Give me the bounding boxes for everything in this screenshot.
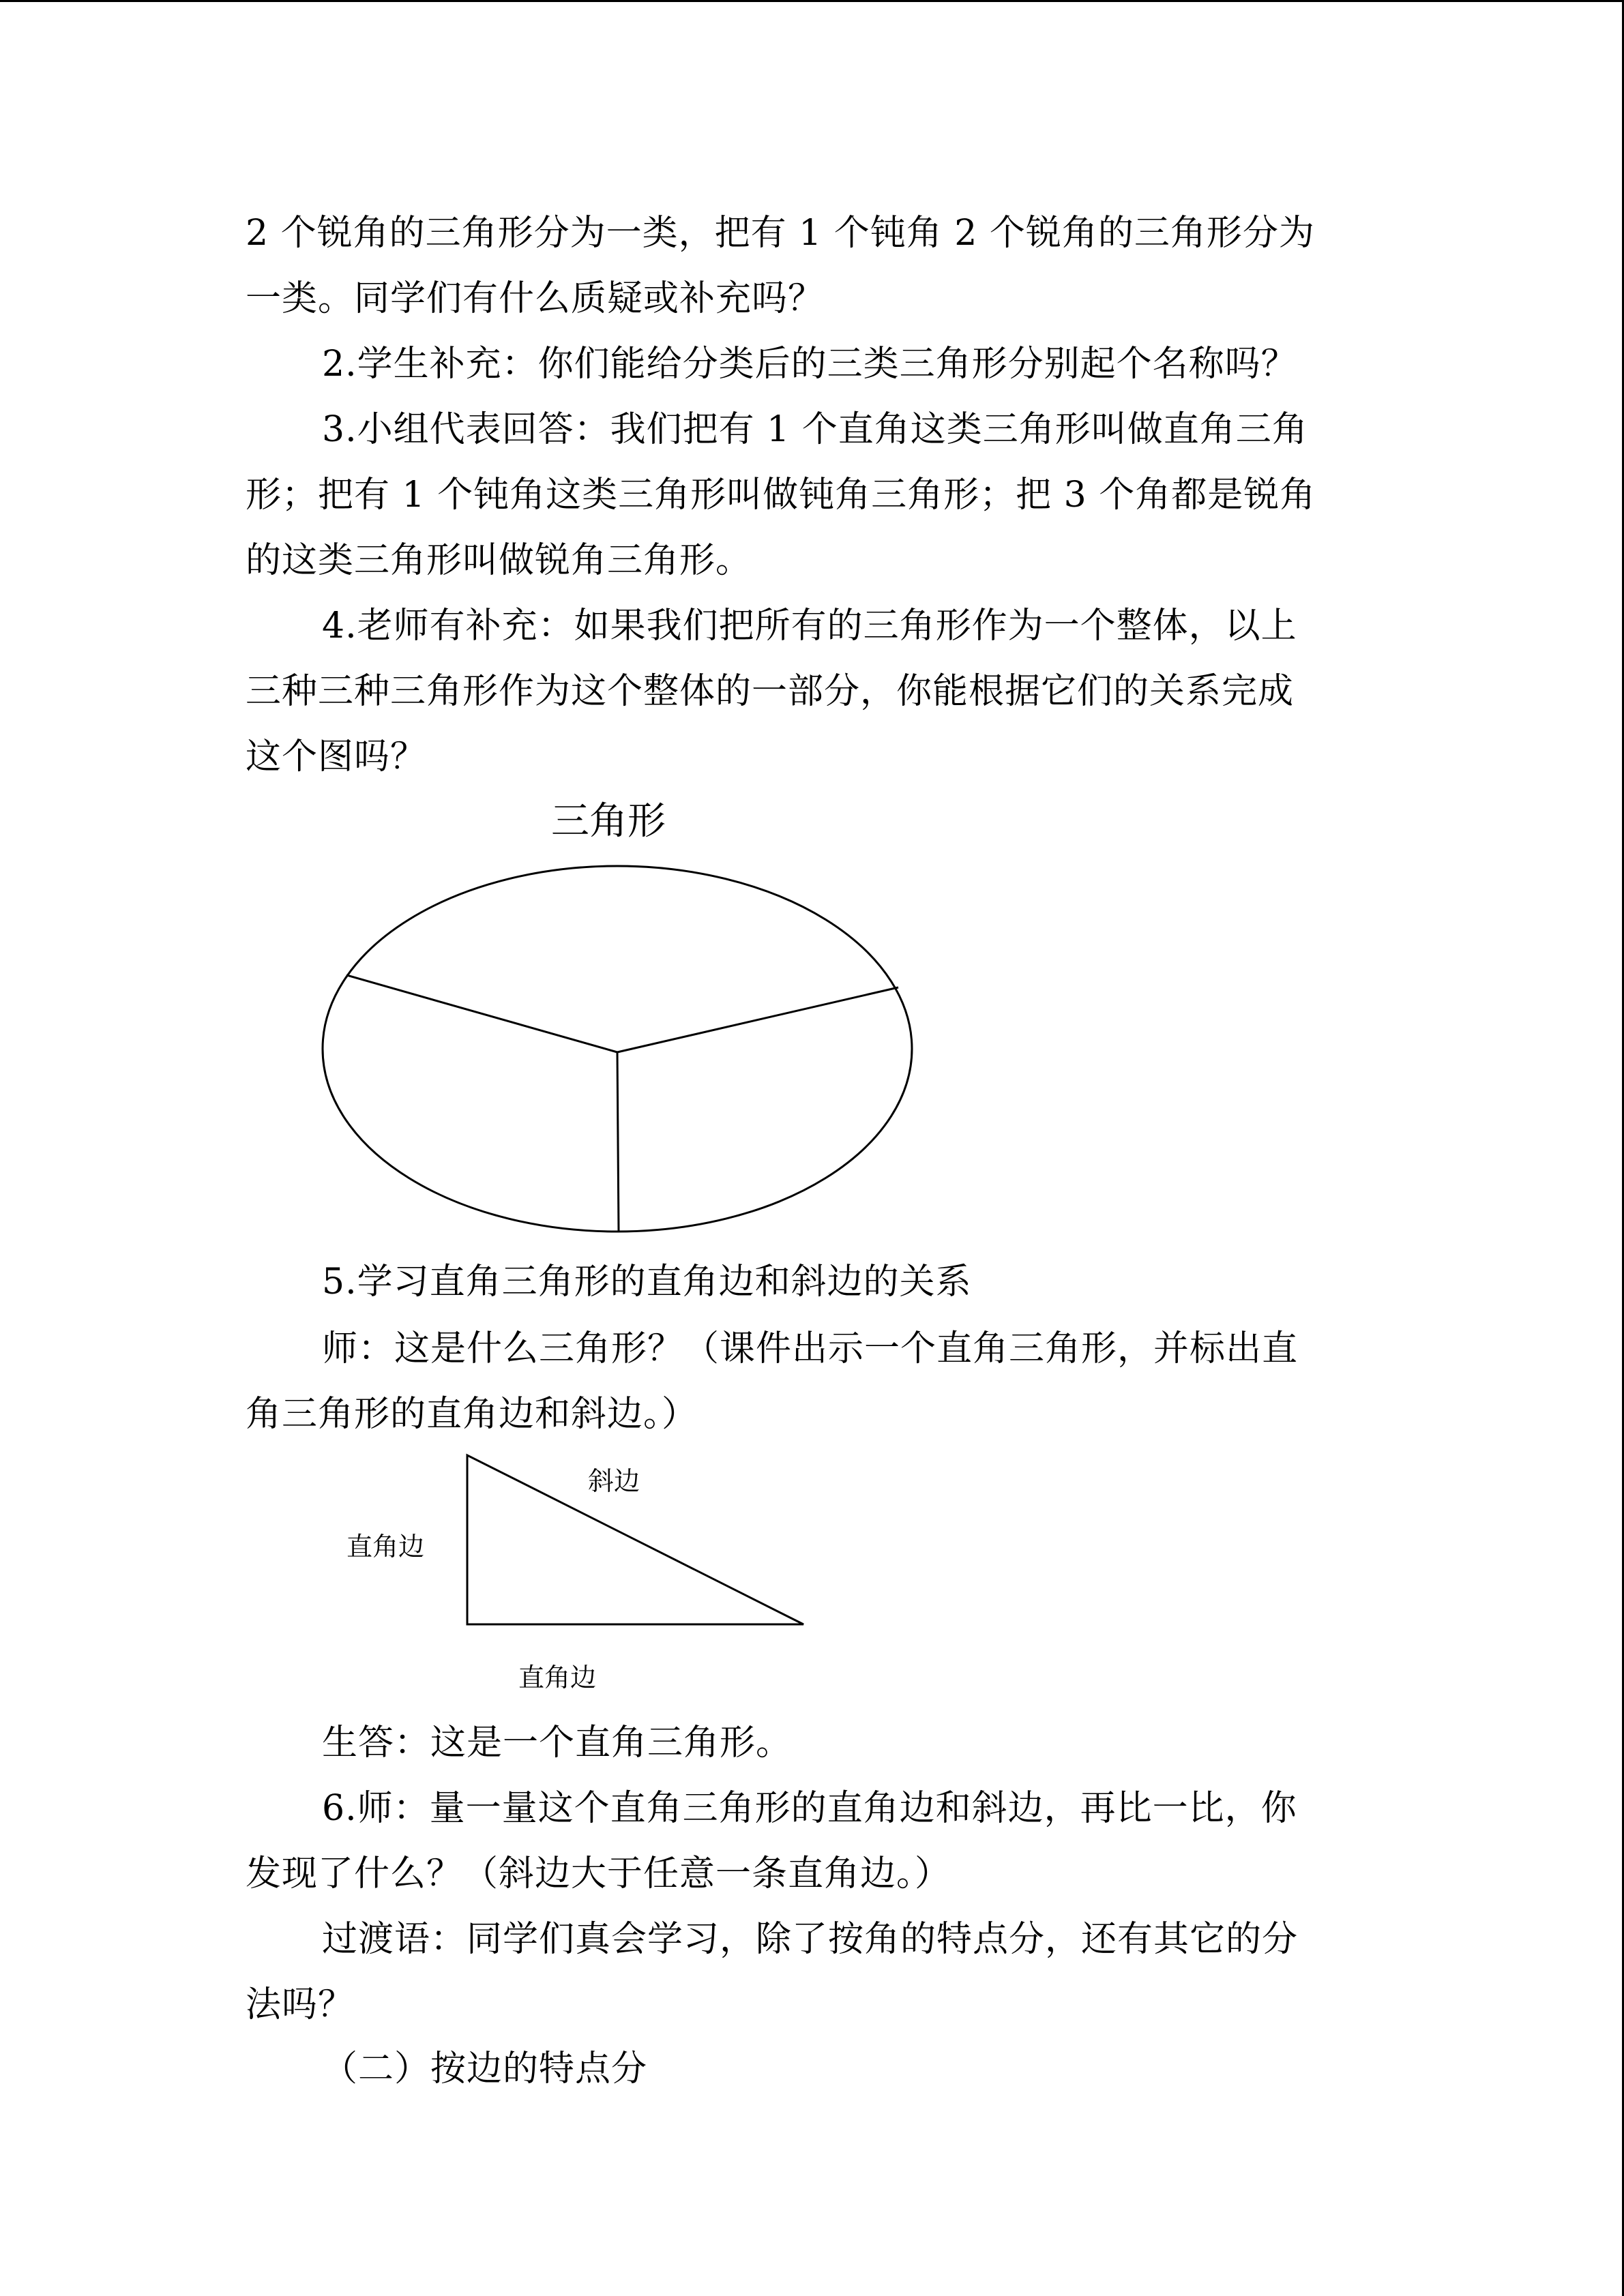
ellipse-diagram-title: 三角形 <box>551 799 666 844</box>
ellipse-divider-right <box>617 987 898 1052</box>
hypotenuse-label: 斜边 <box>588 1466 640 1496</box>
paragraph-line: 发现了什么？（斜边大于任意一条直角边。） <box>246 1853 951 1894</box>
paragraph-line: 的这类三角形叫做锐角三角形。 <box>246 540 752 581</box>
section-heading: （二）按边的特点分 <box>322 2048 648 2089</box>
ellipse-divider-bottom <box>617 1052 619 1231</box>
horizontal-leg-label: 直角边 <box>518 1663 597 1693</box>
paragraph-line: 这个图吗？ <box>246 736 427 777</box>
page-border-top <box>0 0 1624 2</box>
paragraph-line: 过渡语：同学们真会学习，除了按角的特点分，还有其它的分 <box>322 1919 1299 1960</box>
paragraph-line: 生答：这是一个直角三角形。 <box>322 1723 793 1763</box>
paragraph-line: 一类。同学们有什么质疑或补充吗？ <box>246 278 825 319</box>
paragraph-line: 形；把有 1 个钝角这类三角形叫做钝角三角形；把 3 个角都是锐角 <box>246 475 1316 516</box>
triangle-classification-ellipse <box>314 859 921 1241</box>
ellipse-divider-left <box>346 975 617 1052</box>
paragraph-line: 2 个锐角的三角形分为一类，把有 1 个钝角 2 个锐角的三角形分为 <box>246 213 1315 254</box>
paragraph-line: 3.小组代表回答：我们把有 1 个直角这类三角形叫做直角三角 <box>322 409 1308 450</box>
vertical-leg-label: 直角边 <box>346 1532 425 1562</box>
paragraph-line: 角三角形的直角边和斜边。） <box>246 1394 698 1435</box>
paragraph-line: 4.老师有补充：如果我们把所有的三角形作为一个整体，以上 <box>322 606 1297 646</box>
paragraph-line: 三种三种三角形作为这个整体的一部分，你能根据它们的关系完成 <box>246 671 1295 712</box>
paragraph-line: 法吗？ <box>246 1984 355 2025</box>
paragraph-line: 5.学习直角三角形的直角边和斜边的关系 <box>322 1262 972 1302</box>
paragraph-line: 6.师：量一量这个直角三角形的直角边和斜边，再比一比，你 <box>322 1788 1297 1829</box>
paragraph-line: 师：这是什么三角形？（课件出示一个直角三角形，并标出直 <box>322 1328 1299 1369</box>
paragraph-line: 2.学生补充：你们能给分类后的三类三角形分别起个名称吗？ <box>322 344 1297 385</box>
